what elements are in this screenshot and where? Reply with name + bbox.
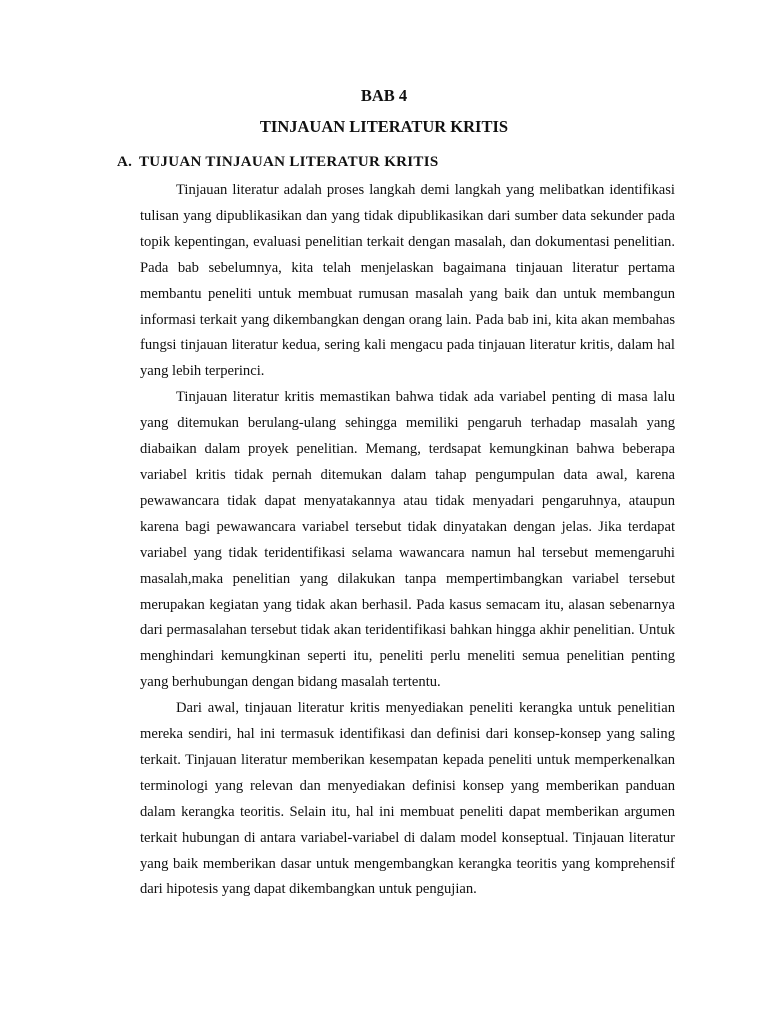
chapter-number: BAB 4 — [360, 86, 408, 105]
paragraph: Tinjauan literatur adalah proses langkah demi langkah yang melibatkan identifikasi tulisan yang dipublikasikan dan yang tidak dipublikasikan dari sumber data sekunder pada topik kepentingan, evaluasi penelitian terkait dengan masalah, dan dokumentasi penelitian. Pada bab sebelumnya, kita telah menjelaskan bagaimana tinjauan literatur pertama membantu peneliti untuk membuat rumusan masalah yang baik dan untuk membangun informasi terkait yang dikembangkan dengan orang lain. Pada bab ini, kita akan membahas fungsi tinjauan literatur kedua, sering kali mengacu pada tinjauan literatur kritis, dalam hal yang lebih terperinci. — [140, 182, 675, 380]
section-heading — [117, 154, 439, 171]
section-title: TUJUAN TINJAUAN LITERATUR KRITIS — [139, 154, 439, 170]
chapter-title: TINJAUAN LITERATUR KRITIS — [259, 117, 509, 136]
paragraph: Tinjauan literatur kritis memastikan bahwa tidak ada variabel penting di masa lalu yang ditemukan berulang-ulang sehingga memiliki pengaruh terhadap masalah yang diabaikan dalam proyek penelitian. Memang, terdsapat kemungkinan bahwa beberapa variabel kritis tidak pernah ditemukan dalam tahap pengumpulan data awal, karena pewawancara tidak dapat menyatakannya atau tidak menyadari pengaruhnya, ataupun karena bagi pewawancara variabel tersebut tidak dinyatakan dengan jelas. Jika terdapat variabel yang tidak teridentifikasi selama wawancara namun hal tersebut memengaruhi masalah,maka penelitian yang dilakukan tanpa mempertimbangkan variabel tersebut merupakan kegiatan yang tidak akan berhasil. Pada kasus semacam itu, alasan sebenarnya dari permasalahan tersebut tidak akan teridentifikasi bahkan hingga akhir penelitian. Untuk menghindari kemungkinan seperti itu, peneliti perlu meneliti semua penelitian penting yang berhubungan dengan bidang masalah tertentu. — [140, 389, 675, 691]
paragraph: Dari awal, tinjauan literatur kritis menyediakan peneliti kerangka untuk penelitian mereka sendiri, hal ini termasuk identifikasi dan definisi dari konsep-konsep yang saling terkait. Tinjauan literatur memberikan kesempatan kepada peneliti untuk memperkenalkan terminologi yang relevan dan menyediakan definisi konsep yang memberikan panduan dalam kerangka teoritis. Selain itu, hal ini membuat peneliti dapat memberikan argumen terkait hubungan di antara variabel-variabel di dalam model konseptual. Tinjauan literatur yang baik memberikan dasar untuk mengembangkan kerangka teoritis yang komprehensif dari hipotesis yang dapat dikembangkan untuk pengujian. — [140, 700, 675, 898]
section-body — [140, 178, 675, 903]
section-letter: A. — [117, 154, 133, 170]
